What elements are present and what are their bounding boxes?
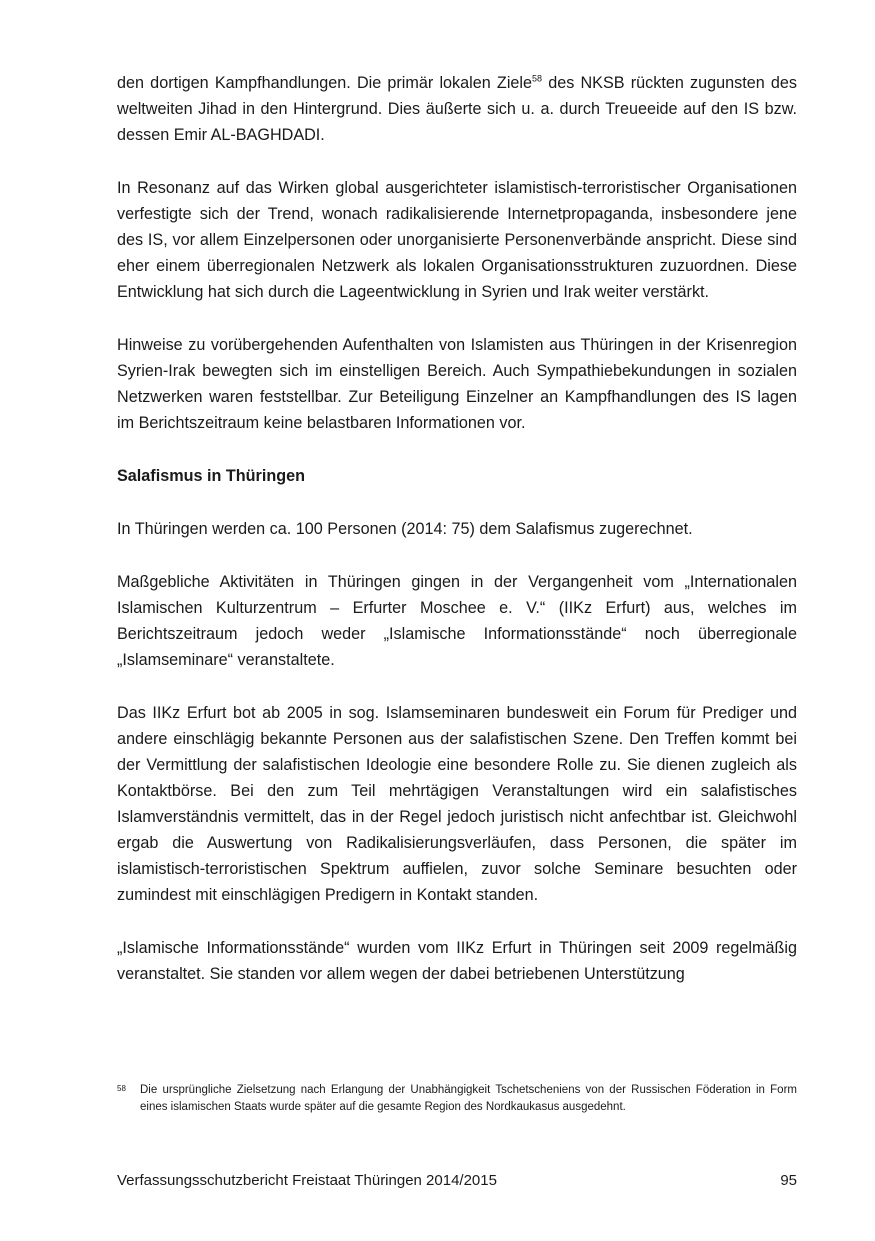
paragraph-resonanz: In Resonanz auf das Wirken global ausgerichteter islamistisch-terroristischer Organisationen verfestigte sich der Trend, wonach radikalisierende Internetpropaganda, insbesondere jene des IS, vor allem Einzelpersonen oder unorganisierte Personenverbände anspricht. Diese sind eher einem überregionalen Netzwerk als lokalen Organisationsstrukturen zuzuordnen. Diese Entwicklung hat sich durch die Lageentwicklung in Syrien und Irak weiter verstärkt. [117,179,797,301]
footnote-reference[interactable]: 58 [532,73,543,84]
footer-title: Verfassungsschutzbericht Freistaat Thüringen 2014/2015 [117,1172,497,1189]
paragraph-personen-anzahl: In Thüringen werden ca. 100 Personen (2014: 75) dem Salafismus zugerechnet. [117,520,693,538]
section-heading-salafismus: Salafismus in Thüringen [117,467,305,485]
page-footer [117,1170,797,1192]
paragraph-text: den dortigen Kampfhandlungen. Die primär lokalen Ziele [117,74,533,92]
footnote-text: Die ursprüngliche Zielsetzung nach Erlangung der Unabhängigkeit Tschetscheniens von der Russischen Föderation in Form eines islamischen Staats wurde später auf die gesamte Region des Nordkaukasus ausgedehnt. [140,1084,797,1113]
paragraph-kampfhandlungen [117,70,797,148]
footnote-number: 58 [117,1084,126,1093]
page-body [117,70,797,1014]
paragraph-hinweise: Hinweise zu vorübergehenden Aufenthalten von Islamisten aus Thüringen in der Krisenregion Syrien-Irak bewegten sich im einstelligen Bereich. Auch Sympathiebekundungen in sozialen Netzwerken waren feststellbar. Zur Beteiligung Einzelner an Kampfhandlungen des IS lagen im Berichtszeitraum keine belastbaren Informationen vor. [117,336,797,432]
paragraph-iikz-aktivitaeten: Maßgebliche Aktivitäten in Thüringen gingen in der Vergangenheit vom „Internationalen Islamischen Kulturzentrum – Erfurter Moschee e. V.“ (IIKz Erfurt) aus, welches im Berichtszeitraum jedoch weder „Islamische Informationsstände“ noch überregionale „Islamseminare“ veranstaltete. [117,573,797,669]
paragraph-informationsstaende: „Islamische Informationsstände“ wurden vom IIKz Erfurt in Thüringen seit 2009 regelmäßig veranstaltet. Sie standen vor allem wegen der dabei betriebenen Unterstützung [117,939,797,983]
paragraph-text-continued: des NKSB rückten zugunsten des weltweiten Jihad in den Hintergrund. Dies äußerte sich u. a. durch Treueeide auf den IS bzw. dessen Emir AL-BAGHDADI. [117,74,797,144]
paragraph-islamseminare: Das IIKz Erfurt bot ab 2005 in sog. Islamseminaren bundesweit ein Forum für Prediger und andere einschlägig bekannte Personen aus der salafistischen Szene. Den Treffen kommt bei der Vermittlung der salafistischen Ideologie eine besondere Rolle zu. Sie dienen zugleich als Kontaktbörse. Bei den zum Teil mehrtägigen Veranstaltungen wird ein salafistisches Islamverständnis vermittelt, das in der Regel jedoch juristisch nicht anfechtbar ist. Gleichwohl ergab die Auswertung von Radikalisierungsverläufen, dass Personen, die später im islamistisch-terroristischen Spektrum auffielen, zuvor solche Seminare besuchten oder zumindest mit einschlägigen Predigern in Kontakt standen. [117,704,797,904]
page-number: 95 [780,1172,797,1189]
footnote [117,1082,797,1116]
